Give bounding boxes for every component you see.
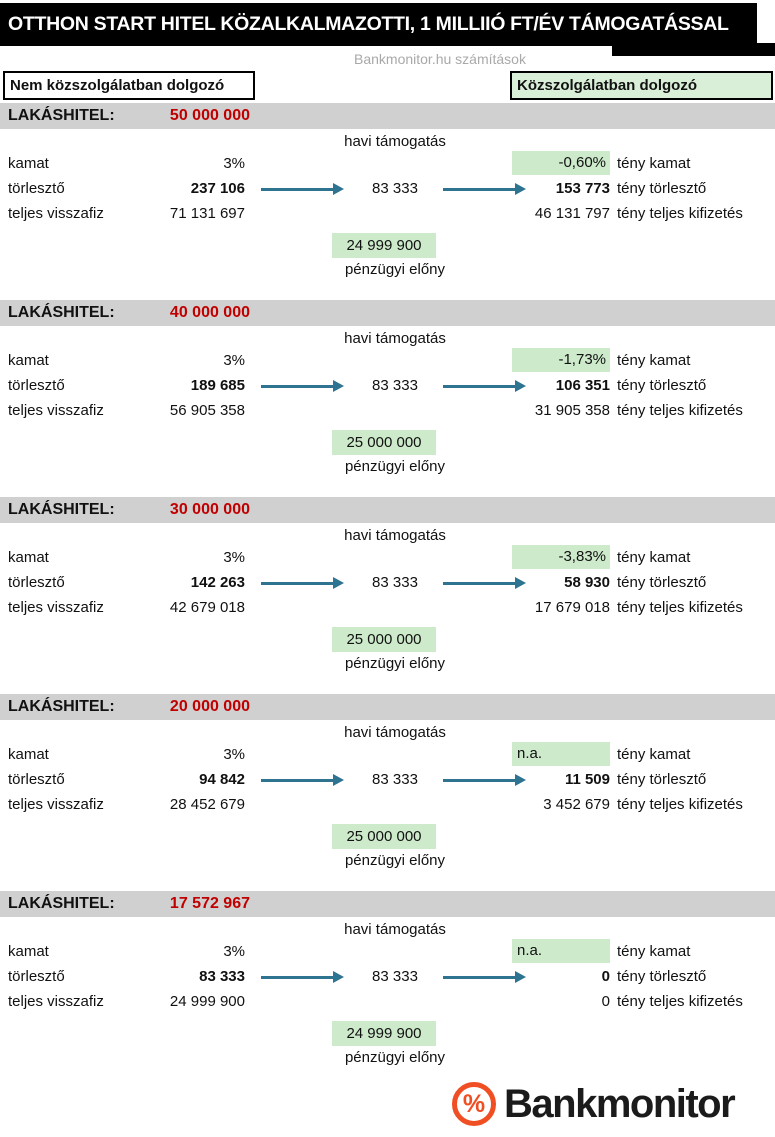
financial-advantage-value: 25 000 000 xyxy=(332,627,436,652)
installment-label: törlesztő xyxy=(8,771,65,788)
loan-amount: 30 000 000 xyxy=(169,501,250,518)
interest-row xyxy=(0,547,775,569)
actual-interest-value: n.a. xyxy=(512,742,610,766)
installment-label: törlesztő xyxy=(8,377,65,394)
interest-row xyxy=(0,744,775,766)
total-repayment-row xyxy=(0,597,775,619)
monthly-support-row xyxy=(0,328,775,350)
actual-interest-label: tény kamat xyxy=(617,549,691,566)
total-repayment-value: 42 679 018 xyxy=(169,599,245,616)
actual-total-payment-label: tény teljes kifizetés xyxy=(617,402,743,419)
loan-label: LAKÁSHITEL: xyxy=(8,501,115,518)
interest-row xyxy=(0,153,775,175)
actual-installment-value: 58 930 xyxy=(564,574,610,591)
financial-advantage-value: 25 000 000 xyxy=(332,430,436,455)
installment-row xyxy=(0,966,775,988)
total-repayment-value: 28 452 679 xyxy=(169,796,245,813)
total-repayment-label: teljes visszafiz xyxy=(8,993,104,1010)
loan-amount: 40 000 000 xyxy=(169,304,250,321)
installment-value: 83 333 xyxy=(199,968,245,985)
monthly-support-value: 83 333 xyxy=(372,968,418,985)
total-repayment-label: teljes visszafiz xyxy=(8,205,104,222)
interest-label: kamat xyxy=(8,549,49,566)
actual-installment-value: 106 351 xyxy=(555,377,610,394)
bankmonitor-logo xyxy=(452,1080,734,1128)
actual-interest-label: tény kamat xyxy=(617,155,691,172)
total-repayment-row xyxy=(0,400,775,422)
installment-value: 237 106 xyxy=(190,180,245,197)
monthly-support-row xyxy=(0,919,775,941)
monthly-support-value: 83 333 xyxy=(372,574,418,591)
total-repayment-row xyxy=(0,991,775,1013)
loan-section xyxy=(0,497,775,694)
installment-row xyxy=(0,178,775,200)
actual-installment-label: tény törlesztő xyxy=(617,771,707,788)
total-repayment-value: 56 905 358 xyxy=(169,402,245,419)
financial-advantage-value: 25 000 000 xyxy=(332,824,436,849)
actual-total-payment-value: 17 679 018 xyxy=(534,599,610,616)
installment-row xyxy=(0,769,775,791)
loan-title-bar xyxy=(0,103,775,129)
financial-advantage-label: pénzügyi előny xyxy=(344,1049,446,1066)
actual-installment-value: 0 xyxy=(601,968,610,985)
actual-interest-value: n.a. xyxy=(512,939,610,963)
loan-title-bar xyxy=(0,694,775,720)
loan-section xyxy=(0,300,775,497)
actual-interest-label: tény kamat xyxy=(617,943,691,960)
total-repayment-label: teljes visszafiz xyxy=(8,402,104,419)
right-column-header: Közszolgálatban dolgozó xyxy=(510,71,773,100)
actual-total-payment-label: tény teljes kifizetés xyxy=(617,796,743,813)
interest-row xyxy=(0,350,775,372)
actual-total-payment-value: 31 905 358 xyxy=(534,402,610,419)
loan-label: LAKÁSHITEL: xyxy=(8,895,115,912)
installment-label: törlesztő xyxy=(8,180,65,197)
actual-installment-value: 153 773 xyxy=(555,180,610,197)
installment-value: 189 685 xyxy=(190,377,245,394)
loan-title-bar xyxy=(0,891,775,917)
interest-value: 3% xyxy=(223,943,245,960)
financial-advantage-value: 24 999 900 xyxy=(332,1021,436,1046)
monthly-support-label: havi támogatás xyxy=(344,330,446,347)
loan-section xyxy=(0,694,775,891)
interest-label: kamat xyxy=(8,155,49,172)
interest-label: kamat xyxy=(8,746,49,763)
actual-interest-value: -3,83% xyxy=(512,545,610,569)
installment-value: 94 842 xyxy=(199,771,245,788)
interest-value: 3% xyxy=(223,746,245,763)
interest-value: 3% xyxy=(223,549,245,566)
financial-advantage-label: pénzügyi előny xyxy=(344,458,446,475)
loan-sections xyxy=(0,103,775,1088)
monthly-support-label: havi támogatás xyxy=(344,527,446,544)
actual-interest-value: -0,60% xyxy=(512,151,610,175)
installment-row xyxy=(0,572,775,594)
loan-amount: 17 572 967 xyxy=(169,895,250,912)
interest-row xyxy=(0,941,775,963)
loan-amount: 50 000 000 xyxy=(169,107,250,124)
total-repayment-row xyxy=(0,203,775,225)
logo-wordmark: Bankmonitor xyxy=(504,1081,735,1126)
loan-label: LAKÁSHITEL: xyxy=(8,304,115,321)
actual-total-payment-label: tény teljes kifizetés xyxy=(617,205,743,222)
total-repayment-value: 24 999 900 xyxy=(169,993,245,1010)
title-banner: OTTHON START HITEL KÖZALKALMAZOTTI, 1 MILLIIÓ FT/ÉV TÁMOGATÁSSAL xyxy=(0,3,757,46)
actual-total-payment-value: 46 131 797 xyxy=(534,205,610,222)
actual-installment-label: tény törlesztő xyxy=(617,377,707,394)
monthly-support-value: 83 333 xyxy=(372,377,418,394)
monthly-support-label: havi támogatás xyxy=(344,921,446,938)
total-repayment-value: 71 131 697 xyxy=(169,205,245,222)
actual-installment-label: tény törlesztő xyxy=(617,180,707,197)
title-banner-tab xyxy=(612,43,775,56)
actual-interest-label: tény kamat xyxy=(617,352,691,369)
monthly-support-value: 83 333 xyxy=(372,180,418,197)
left-column-header: Nem közszolgálatban dolgozó xyxy=(3,71,255,100)
total-repayment-label: teljes visszafiz xyxy=(8,599,104,616)
actual-installment-value: 11 509 xyxy=(564,771,610,788)
loan-label: LAKÁSHITEL: xyxy=(8,107,115,124)
financial-advantage-label: pénzügyi előny xyxy=(344,852,446,869)
attribution-text: Bankmonitor.hu számítások xyxy=(354,51,526,67)
actual-total-payment-value: 3 452 679 xyxy=(543,796,610,813)
actual-interest-label: tény kamat xyxy=(617,746,691,763)
interest-value: 3% xyxy=(223,155,245,172)
total-repayment-label: teljes visszafiz xyxy=(8,796,104,813)
loan-label: LAKÁSHITEL: xyxy=(8,698,115,715)
installment-label: törlesztő xyxy=(8,968,65,985)
loan-section xyxy=(0,103,775,300)
installment-label: törlesztő xyxy=(8,574,65,591)
actual-total-payment-label: tény teljes kifizetés xyxy=(617,599,743,616)
interest-label: kamat xyxy=(8,943,49,960)
loan-section xyxy=(0,891,775,1088)
interest-label: kamat xyxy=(8,352,49,369)
monthly-support-value: 83 333 xyxy=(372,771,418,788)
loan-title-bar xyxy=(0,497,775,523)
financial-advantage-label: pénzügyi előny xyxy=(344,261,446,278)
monthly-support-label: havi támogatás xyxy=(344,133,446,150)
actual-total-payment-value: 0 xyxy=(601,993,610,1010)
financial-advantage-label: pénzügyi előny xyxy=(344,655,446,672)
percent-logo-icon: % xyxy=(452,1082,496,1126)
loan-amount: 20 000 000 xyxy=(169,698,250,715)
actual-installment-label: tény törlesztő xyxy=(617,574,707,591)
actual-installment-label: tény törlesztő xyxy=(617,968,707,985)
actual-interest-value: -1,73% xyxy=(512,348,610,372)
financial-advantage-value: 24 999 900 xyxy=(332,233,436,258)
actual-total-payment-label: tény teljes kifizetés xyxy=(617,993,743,1010)
monthly-support-row xyxy=(0,525,775,547)
installment-value: 142 263 xyxy=(190,574,245,591)
monthly-support-label: havi támogatás xyxy=(344,724,446,741)
monthly-support-row xyxy=(0,131,775,153)
total-repayment-row xyxy=(0,794,775,816)
interest-value: 3% xyxy=(223,352,245,369)
loan-title-bar xyxy=(0,300,775,326)
installment-row xyxy=(0,375,775,397)
monthly-support-row xyxy=(0,722,775,744)
